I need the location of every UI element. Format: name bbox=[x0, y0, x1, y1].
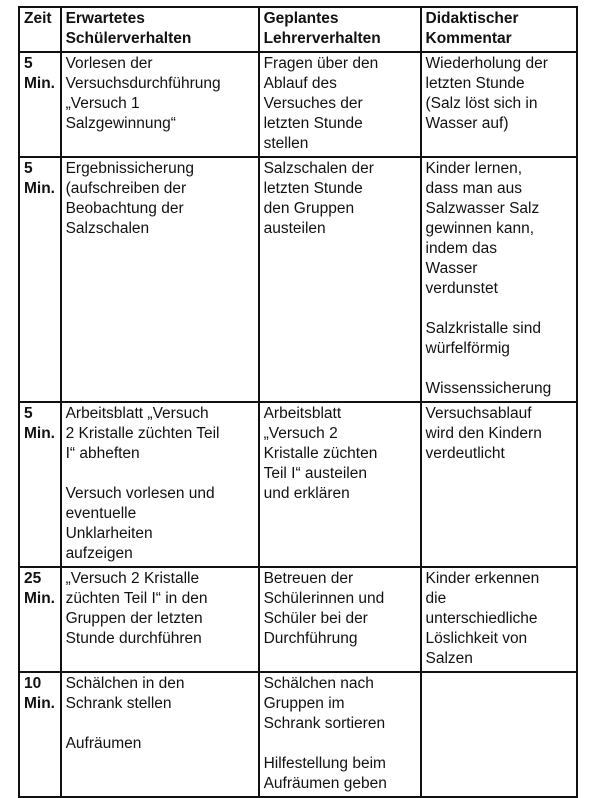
cell-lehrerverhalten: Fragen über den Ablauf des Versuches der letzten Stunde stellen bbox=[259, 52, 421, 157]
cell-kommentar: Wiederholung der letzten Stunde (Salz löst sich in Wasser auf) bbox=[421, 52, 577, 157]
lesson-plan-table bbox=[18, 6, 578, 798]
header-zeit: Zeit bbox=[19, 7, 61, 52]
table-row bbox=[19, 672, 577, 797]
cell-lehrerverhalten: Schälchen nach Gruppen im Schrank sortieren Hilfestellung beim Aufräumen geben bbox=[259, 672, 421, 797]
table-row bbox=[19, 567, 577, 672]
cell-zeit: 10 Min. bbox=[19, 672, 61, 797]
cell-kommentar: Kinder lernen, dass man aus Salzwasser Salz gewinnen kann, indem das Wasser verdunstet Salzkristalle sind würfelförmig Wissenssicherung bbox=[421, 157, 577, 402]
cell-zeit: 5 Min. bbox=[19, 52, 61, 157]
cell-zeit: 5 Min. bbox=[19, 157, 61, 402]
header-lehrerverhalten: Geplantes Lehrerverhalten bbox=[259, 7, 421, 52]
cell-zeit: 5 Min. bbox=[19, 402, 61, 567]
cell-schuelerverhalten: Arbeitsblatt „Versuch 2 Kristalle züchten Teil I“ abheften Versuch vorlesen und eventuelle Unklarheiten aufzeigen bbox=[61, 402, 259, 567]
cell-kommentar: Versuchsablauf wird den Kindern verdeutlicht bbox=[421, 402, 577, 567]
cell-schuelerverhalten: Ergebnissicherung (aufschreiben der Beobachtung der Salzschalen bbox=[61, 157, 259, 402]
cell-kommentar: Kinder erkennen die unterschiedliche Löslichkeit von Salzen bbox=[421, 567, 577, 672]
table-header-row bbox=[19, 7, 577, 52]
table-row bbox=[19, 402, 577, 567]
header-schuelerverhalten: Erwartetes Schülerverhalten bbox=[61, 7, 259, 52]
cell-kommentar bbox=[421, 672, 577, 797]
cell-schuelerverhalten: Schälchen in den Schrank stellen Aufräumen bbox=[61, 672, 259, 797]
cell-lehrerverhalten: Arbeitsblatt „Versuch 2 Kristalle züchten Teil I“ austeilen und erklären bbox=[259, 402, 421, 567]
cell-zeit: 25 Min. bbox=[19, 567, 61, 672]
table-row bbox=[19, 52, 577, 157]
table-row bbox=[19, 157, 577, 402]
header-kommentar: Didaktischer Kommentar bbox=[421, 7, 577, 52]
cell-lehrerverhalten: Salzschalen der letzten Stunde den Gruppen austeilen bbox=[259, 157, 421, 402]
cell-lehrerverhalten: Betreuen der Schülerinnen und Schüler bei der Durchführung bbox=[259, 567, 421, 672]
cell-schuelerverhalten: Vorlesen der Versuchsdurchführung „Versuch 1 Salzgewinnung“ bbox=[61, 52, 259, 157]
cell-schuelerverhalten: „Versuch 2 Kristalle züchten Teil I“ in den Gruppen der letzten Stunde durchführen bbox=[61, 567, 259, 672]
